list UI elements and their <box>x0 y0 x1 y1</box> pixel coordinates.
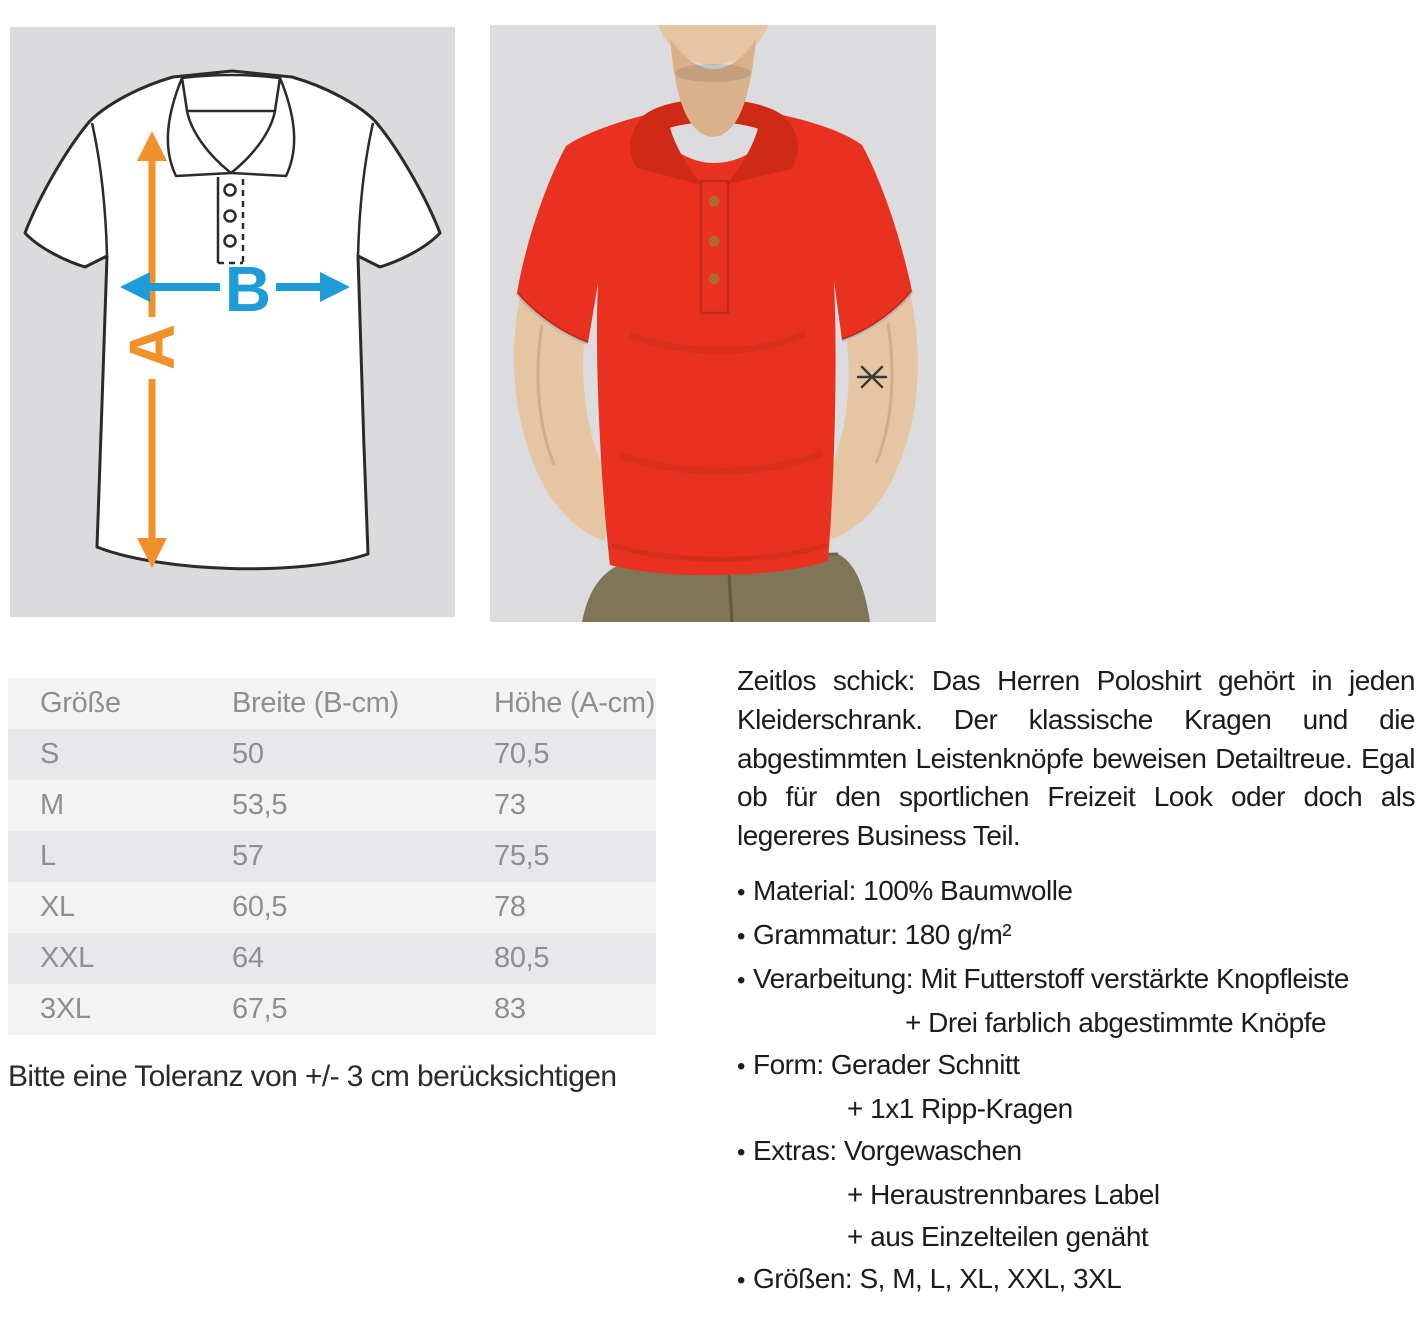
spec-list <box>737 870 1415 1302</box>
table-cell: 83 <box>494 993 526 1025</box>
table-cell: XL <box>40 891 75 923</box>
shirt-button <box>709 236 720 247</box>
spec-label: Verarbeitung: Mit Futterstoff verstärkte Knopfleiste <box>753 962 1350 994</box>
placket <box>701 181 728 313</box>
spec-label: Grammatur: 180 g/m² <box>753 918 1012 950</box>
table-cell: 57 <box>232 840 264 872</box>
size-diagram <box>10 27 455 617</box>
button <box>225 185 236 196</box>
collar-back <box>182 75 280 111</box>
spec-item <box>737 958 1415 1044</box>
size-table <box>8 678 656 1035</box>
table-row <box>8 933 656 984</box>
spec-label: Material: 100% Baumwolle <box>753 874 1073 906</box>
table-row <box>8 882 656 933</box>
table-cell: 78 <box>494 891 526 923</box>
table-cell: 53,5 <box>232 789 288 821</box>
bullet-icon: • <box>737 1266 745 1294</box>
bullet-icon: • <box>737 922 745 950</box>
shirt-button <box>709 196 720 207</box>
description-intro: Zeitlos schick: Das Herren Poloshirt gehört in jeden Kleiderschrank. Der klassische Kragen und die abgestimmten Leistenknöpfe beweisen Detailtreue. Egal ob für den sportlichen Freizeit Look oder doch als legereres Business Teil. <box>737 665 1415 852</box>
table-cell: XXL <box>40 942 94 974</box>
spec-continuation: + Heraustrennbares Label <box>847 1178 1160 1210</box>
column-header-height: Höhe (A-cm) <box>494 687 656 719</box>
model-photo <box>490 25 936 622</box>
spec-label: Extras: Vorgewaschen <box>753 1134 1022 1166</box>
table-row <box>8 831 656 882</box>
product-description <box>737 662 1415 1302</box>
table-row <box>8 729 656 780</box>
tolerance-note: Bitte eine Toleranz von +/- 3 cm berücksichtigen <box>8 1060 617 1093</box>
button <box>225 211 236 222</box>
table-cell: 64 <box>232 942 264 974</box>
table-cell: 50 <box>232 738 264 770</box>
model-wearing-red-polo <box>490 25 936 622</box>
spec-item <box>737 1258 1415 1302</box>
spec-continuation: + Drei farblich abgestimmte Knöpfe <box>905 1006 1327 1038</box>
spec-item <box>737 870 1415 914</box>
label-b: B <box>224 253 272 325</box>
table-cell: M <box>40 789 64 821</box>
column-header-width: Breite (B-cm) <box>232 687 399 719</box>
spec-label: Form: Gerader Schnitt <box>753 1048 1020 1080</box>
table-cell: 67,5 <box>232 993 288 1025</box>
table-cell: 80,5 <box>494 942 550 974</box>
table-cell: 70,5 <box>494 738 550 770</box>
table-cell: 3XL <box>40 993 91 1025</box>
spec-label: Größen: S, M, L, XL, XXL, 3XL <box>753 1262 1122 1294</box>
table-cell: 60,5 <box>232 891 288 923</box>
bullet-icon: • <box>737 966 745 994</box>
button <box>225 236 236 247</box>
bullet-icon: • <box>737 1138 745 1166</box>
spec-item <box>737 1044 1415 1130</box>
spec-continuation: + 1x1 Ripp-Kragen <box>847 1092 1073 1124</box>
table-cell: S <box>40 738 60 770</box>
bullet-icon: • <box>737 1052 745 1080</box>
bullet-icon: • <box>737 878 745 906</box>
size-table-body <box>8 729 656 1035</box>
label-a: A <box>116 323 188 371</box>
table-header-row <box>8 678 656 729</box>
table-cell: 75,5 <box>494 840 550 872</box>
table-cell: 73 <box>494 789 526 821</box>
table-cell: L <box>40 840 56 872</box>
spec-item <box>737 914 1415 958</box>
polo-measurement-illustration <box>10 27 455 617</box>
table-row <box>8 780 656 831</box>
spec-continuation: + aus Einzelteilen genäht <box>847 1220 1149 1252</box>
column-header-size: Größe <box>40 687 121 719</box>
shirt-button <box>709 274 720 285</box>
table-row <box>8 984 656 1035</box>
spec-item <box>737 1130 1415 1258</box>
